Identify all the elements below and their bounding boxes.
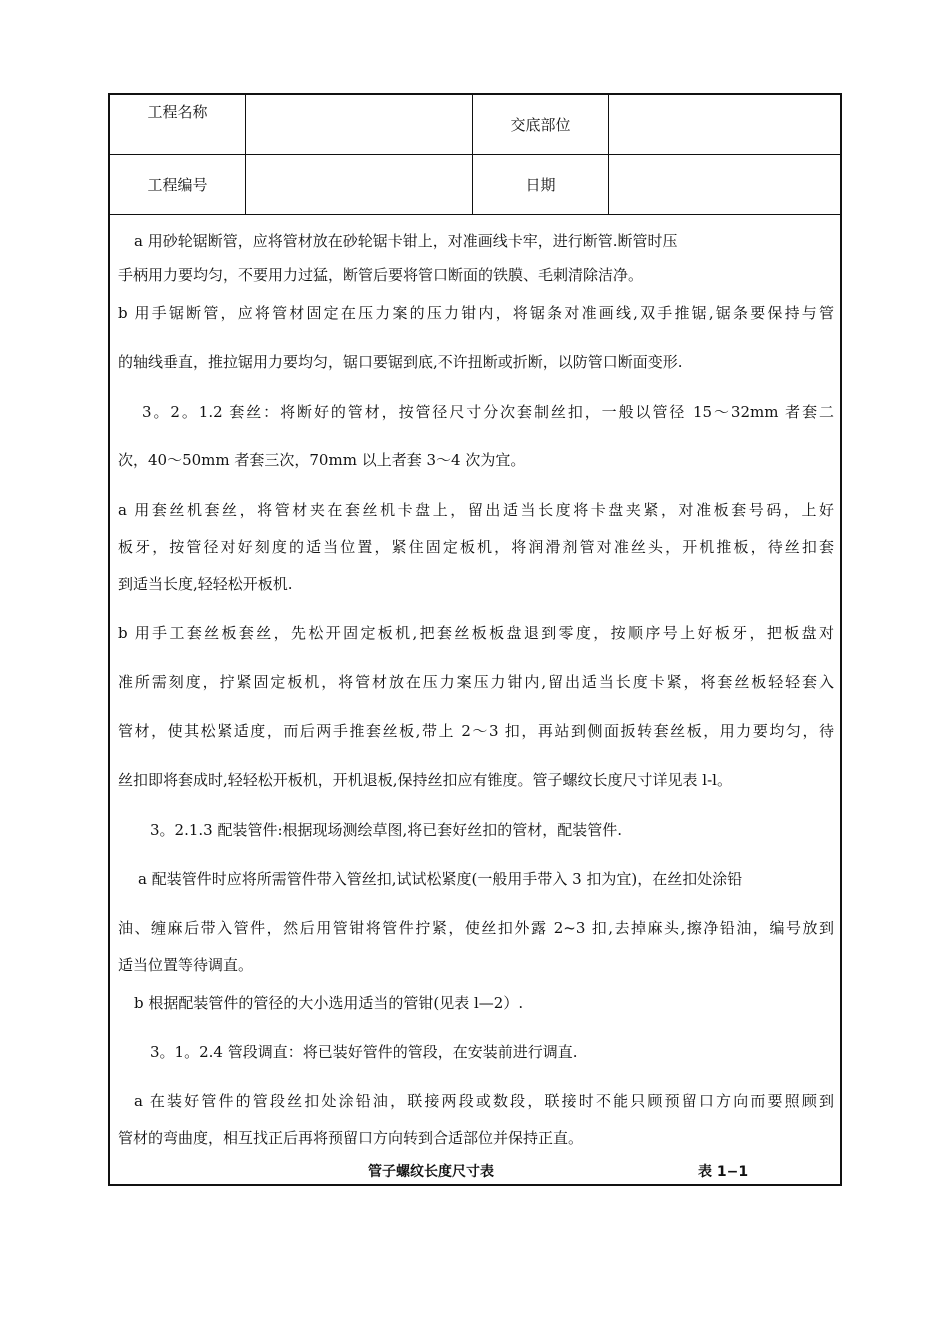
text-line: b 根据配装管件的管径的大小选用适当的管钳(见表 l—2）. [134, 994, 524, 1012]
text-line: 到适当长度,轻轻松开板机. [118, 575, 293, 593]
text-line: 板牙，按管径对好刻度的适当位置，紧住固定板机，将润滑剂管对准丝头，开机推板，待丝扣套 [118, 538, 834, 556]
text-line: 准所需刻度，拧紧固定板机，将管材放在压力案压力钳内,留出适当长度卡紧，将套丝板轻轻套入 [118, 673, 834, 691]
project-number-value [246, 155, 473, 215]
text-line: b 用手锯断管，应将管材固定在压力案的压力钳内，将锯条对准画线,双手推锯,锯条要保持与管 [118, 304, 834, 322]
text-line: 次，40～50mm 者套三次，70mm 以上者套 3～4 次为宜。 [118, 451, 526, 469]
handover-part-label: 交底部位 [473, 95, 609, 155]
handover-part-value [609, 95, 840, 155]
text-line: 油、缠麻后带入管件，然后用管钳将管件拧紧，使丝扣外露 2~3 扣,去掉麻头,擦净铅油，编号放到 [118, 919, 834, 937]
project-number-label: 工程编号 [110, 155, 246, 215]
text-line: b 用手工套丝板套丝，先松开固定板机,把套丝板板盘退到零度，按顺序号上好板牙，把板盘对 [118, 624, 834, 642]
project-name-value [246, 95, 473, 155]
date-value [609, 155, 840, 215]
text-line: a 用套丝机套丝，将管材夹在套丝机卡盘上，留出适当长度将卡盘夹紧，对准板套号码，上好 [118, 501, 834, 519]
text-line: 3。2。1.2 套丝：将断好的管材，按管径尺寸分次套制丝扣，一般以管径 15～32mm 者套二 [142, 403, 834, 421]
text-line: 管材，使其松紧适度，而后两手推套丝板,带上 2～3 扣，再站到侧面扳转套丝板，用力要均匀，待 [118, 722, 834, 740]
project-name-label: 工程名称 [110, 95, 246, 155]
text-line: 手柄用力要均匀，不要用力过猛，断管后要将管口断面的铁膜、毛刺清除洁净。 [118, 266, 644, 284]
text-line: 3。2.1.3 配装管件:根据现场测绘草图,将已套好丝扣的管材，配装管件. [150, 821, 623, 839]
text-line: a 在装好管件的管段丝扣处涂铅油，联接两段或数段，联接时不能只顾预留口方向而要照顾到 [134, 1092, 834, 1110]
table-caption-title: 管子螺纹长度尺寸表 [368, 1164, 494, 1180]
text-line: a 配装管件时应将所需管件带入管丝扣,试试松紧度(一般用手带入 3 扣为宜)，在丝扣处涂铅 [138, 870, 743, 888]
header-table [110, 95, 840, 215]
text-line: 的轴线垂直，推拉锯用力要均匀，锯口要锯到底,不许扭断或折断，以防管口断面变形. [118, 353, 683, 371]
text-line: 适当位置等待调直。 [118, 956, 254, 974]
text-line: 3。1。2.4 管段调直：将已装好管件的管段，在安装前进行调直. [150, 1043, 578, 1061]
text-line: 丝扣即将套成时,轻轻松开板机，开机退板,保持丝扣应有锥度。管子螺纹长度尺寸详见表 l-l。 [118, 771, 732, 789]
text-line: a 用砂轮锯断管，应将管材放在砂轮锯卡钳上，对准画线卡牢，进行断管.断管时压 [134, 232, 678, 250]
date-label: 日期 [473, 155, 609, 215]
disclosure-sheet [108, 93, 842, 1186]
table-number: 表 1−1 [698, 1164, 749, 1180]
text-line: 管材的弯曲度，相互找正后再将预留口方向转到合适部位并保持正直。 [118, 1129, 584, 1147]
